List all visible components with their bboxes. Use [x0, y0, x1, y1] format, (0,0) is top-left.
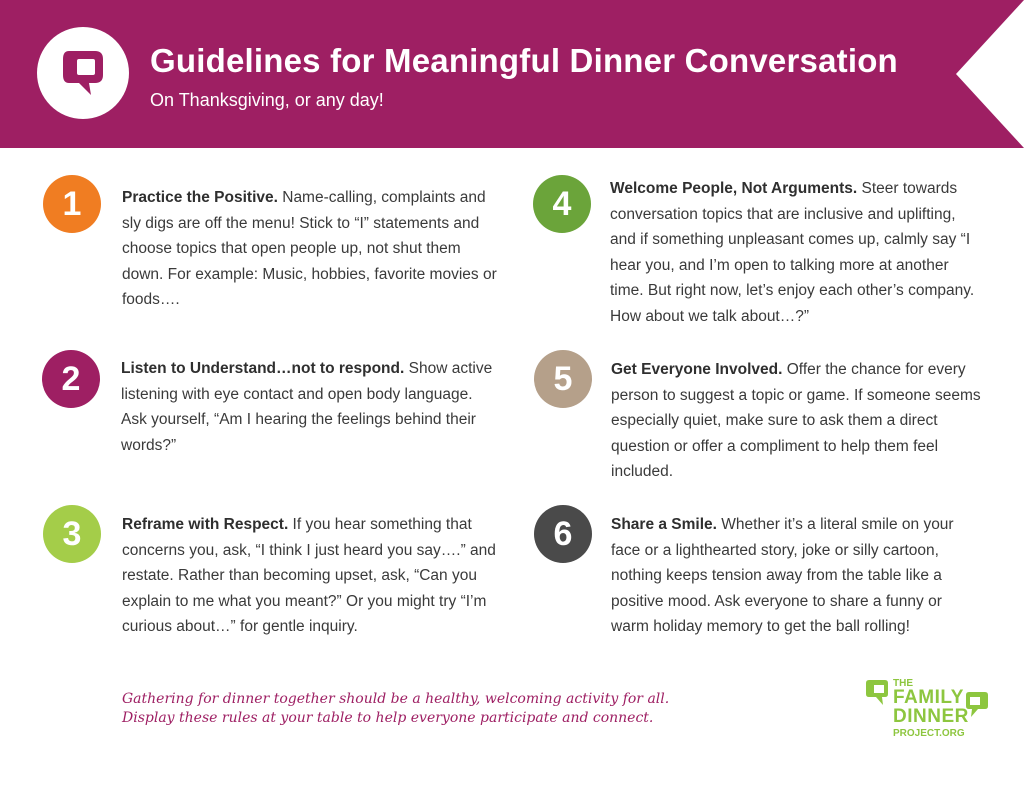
guideline-text [610, 176, 985, 329]
guideline-text [122, 185, 497, 313]
guideline-heading: Share a Smile. [611, 516, 717, 533]
header-banner [0, 0, 1024, 148]
speech-bubble-icon [61, 49, 105, 97]
guideline-body: If you hear something that concerns you, ask, “I think I just heard you say….” and restate. Rather than becoming upset, ask, “Can you explain to me what you meant?” Or you might try “I’m curious about…” for gentle inquiry. [122, 516, 496, 635]
logo-dinner: DINNER [893, 706, 969, 727]
logo-project-org: PROJECT.ORG [893, 728, 965, 739]
number-badge: 4 [533, 175, 591, 233]
footer-line-1: Gathering for dinner together should be a healthy, welcoming activity for all. [122, 691, 670, 707]
page-subtitle: On Thanksgiving, or any day! [150, 90, 384, 110]
guideline-body: Offer the chance for every person to suggest a topic or game. If someone seems especially quiet, make sure to ask them a direct question or offer a compliment to help them feel included. [611, 361, 981, 480]
banner-notch [956, 0, 1024, 148]
family-dinner-project-logo [866, 678, 990, 744]
guideline-body: Steer towards conversation topics that are inclusive and uplifting, and if something unpleasant comes up, calmly say “I hear you, and I’m open to talking more at another time. But right now, let’s enjoy each other’s company. How about we talk about…?” [610, 180, 975, 325]
logo-family: FAMILY [893, 687, 964, 708]
number-badge: 5 [534, 350, 592, 408]
page-title: Guidelines for Meaningful Dinner Conversation [150, 42, 898, 79]
guideline-heading: Listen to Understand…not to respond. [121, 360, 405, 377]
speech-bubble-logo [37, 27, 129, 119]
quote-open-icon [866, 680, 888, 706]
guideline-text [121, 356, 501, 458]
footer-line-2: Display these rules at your table to help everyone participate and connect. [122, 710, 654, 726]
guideline-heading: Reframe with Respect. [122, 516, 289, 533]
number-badge: 6 [534, 505, 592, 563]
number-badge: 1 [43, 175, 101, 233]
footer-note [122, 690, 669, 728]
guideline-heading: Practice the Positive. [122, 189, 278, 206]
guideline-body: Whether it’s a literal smile on your face or a lighthearted story, joke or silly cartoon, nothing keeps tension away from the table like a positive mood. Ask everyone to share a funny or warm holiday memory to get the ball rolling! [611, 516, 954, 635]
guideline-text [122, 512, 507, 640]
number-badge: 2 [42, 350, 100, 408]
logo-the: THE [893, 678, 913, 689]
number-badge: 3 [43, 505, 101, 563]
guideline-heading: Get Everyone Involved. [611, 361, 783, 378]
guideline-heading: Welcome People, Not Arguments. [610, 180, 858, 197]
guideline-body: Name-calling, complaints and sly digs are off the menu! Stick to “I” statements and choose topics that open people up, not shut them down. For example: Music, hobbies, favorite movies or foods…. [122, 189, 497, 308]
guideline-body: Show active listening with eye contact and open body language. Ask yourself, “Am I hearing the feelings behind their words?” [121, 360, 493, 454]
guideline-text [611, 512, 983, 640]
quote-close-icon [966, 692, 988, 718]
guideline-text [611, 357, 986, 485]
